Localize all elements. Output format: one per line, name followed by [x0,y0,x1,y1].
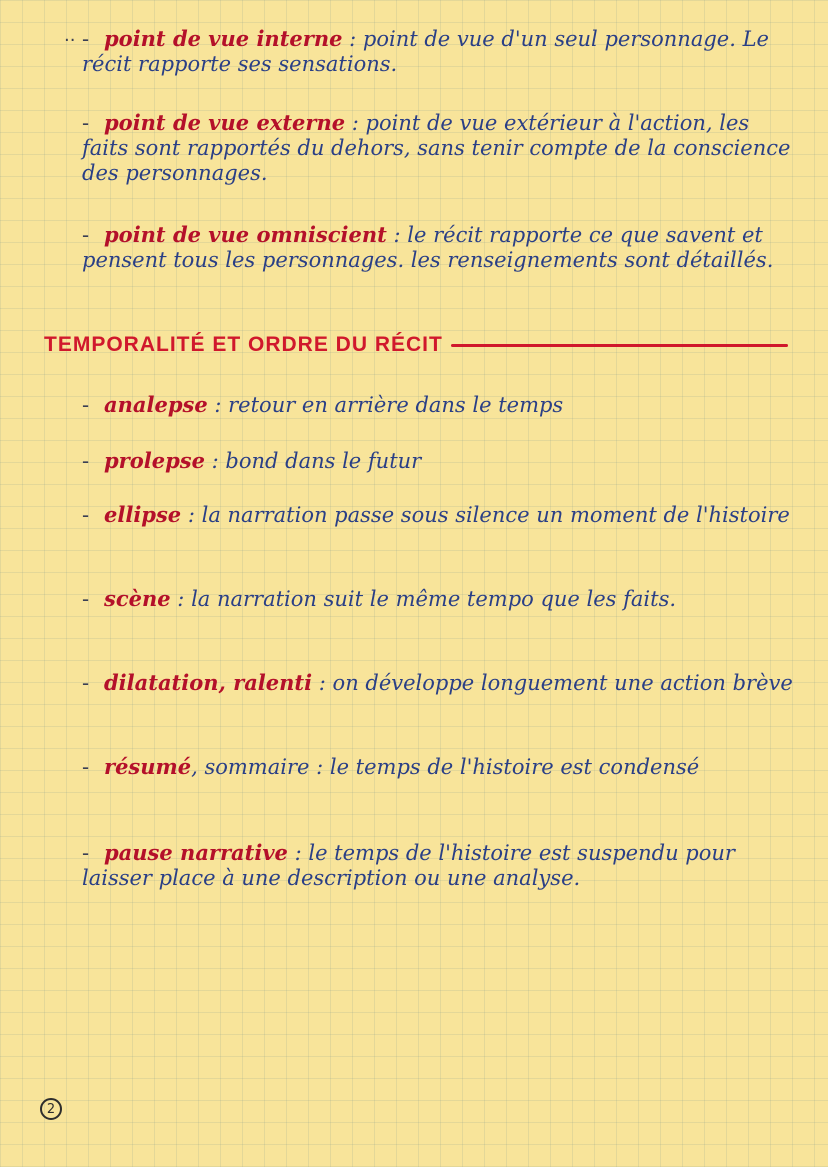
bullet-dash: - [82,449,90,473]
entry-resume-sommaire [82,754,802,780]
entry-prolepse [82,448,802,474]
entry-definition: le temps de l'histoire est condensé [329,755,700,779]
entry-term: dilatation, ralenti [104,670,313,695]
entry-term: point de vue omniscient [104,222,387,247]
bullet-dash: - [82,503,90,527]
entry-analepse [82,392,802,418]
entry-separator: : [211,449,219,473]
entry-term: ellipse [104,502,182,527]
entry-separator: : [294,841,302,865]
entry-separator: : [393,223,401,247]
bullet-dash: - [82,393,90,417]
page-number: 2 [46,1101,56,1117]
entry-point-de-vue-externe [82,110,802,186]
entry-definition: point de vue extérieur à l'action, les faits sont rapportés du dehors, sans tenir compte de la conscience des personnages. [82,111,791,185]
bullet-dash: - [82,671,90,695]
entry-separator: : [351,111,359,135]
entry-definition: on développe longuement une action brève [332,671,793,695]
bullet-dash: - [82,27,90,51]
entry-definition: la narration passe sous silence un moment de l'histoire [201,503,790,527]
entry-term: scène [104,586,171,611]
entry-separator: : [349,27,357,51]
entry-separator: : [177,587,185,611]
entry-separator: , sommaire : [191,755,324,779]
section-heading [44,333,788,357]
entry-point-de-vue-interne [82,26,802,77]
entry-term: pause narrative [104,840,288,865]
entry-separator: : [318,671,326,695]
bullet-dash: - [82,755,90,779]
entry-definition: point de vue d'un seul personnage. Le récit rapporte ses sensations. [82,27,769,76]
entry-definition: le temps de l'histoire est suspendu pour laisser place à une description ou une analyse. [82,841,735,890]
bullet-dash: - [82,587,90,611]
bullet-dash: - [82,841,90,865]
bullet-dash: - [82,111,90,135]
entry-definition: bond dans le futur [225,449,422,473]
bullet-dash: - [82,223,90,247]
page-number-circle [40,1098,62,1120]
entry-term: point de vue externe [104,110,346,135]
entry-term: prolepse [104,448,205,473]
entry-ellipse [82,502,802,528]
entry-separator: : [214,393,222,417]
entry-definition: la narration suit le même tempo que les faits. [191,587,677,611]
section-underline [451,344,788,347]
entry-definition: le récit rapporte ce que savent et pensent tous les personnages. les renseignements sont détaillés. [82,223,774,272]
entry-term: point de vue interne [104,26,343,51]
entry-scene [82,586,802,612]
entry-dilatation-ralenti [82,670,802,696]
margin-dots: ·· [64,30,76,51]
entry-point-de-vue-omniscient [82,222,802,273]
entry-definition: retour en arrière dans le temps [228,393,564,417]
entry-term: résumé [104,754,192,779]
entry-pause-narrative [82,840,802,891]
entry-term: analepse [104,392,208,417]
entry-separator: : [187,503,195,527]
section-title: TEMPORALITÉ ET ORDRE DU RÉCIT [44,333,443,356]
